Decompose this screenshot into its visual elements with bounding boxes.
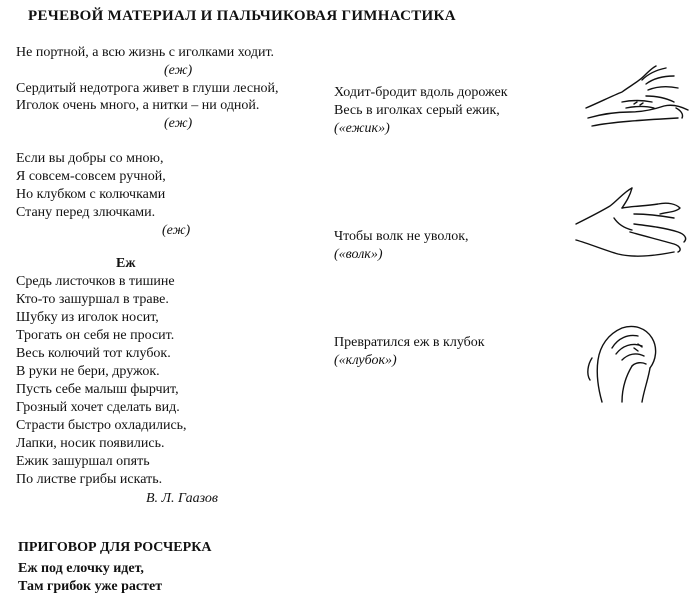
riddle-2-line-2: Иголок очень много, а нитки – ни одной. [16, 98, 260, 113]
poem-line: Кто-то зашуршал в траве. [16, 292, 169, 307]
exercise-1-line-1: Ходит-бродит вдоль дорожек [334, 85, 508, 100]
riddle-3-line-4: Стану перед злючками. [16, 205, 156, 220]
riddle-1-line: Не портной, а всю жизнь с иголками ходит. [16, 45, 275, 60]
poem-line: Трогать он себя не просит. [16, 328, 175, 343]
riddle-3-answer: (еж) [162, 223, 191, 238]
poem-line: Весь колючий тот клубок. [16, 346, 171, 361]
poem-line: Лапки, носик появились. [16, 436, 165, 451]
footer-line-2: Там грибок уже растет [18, 579, 163, 594]
riddle-3-line-2: Я совсем-совсем ручной, [16, 169, 166, 184]
poem-line: Средь листочков в тишине [16, 274, 175, 289]
poem-line: В руки не бери, дружок. [16, 364, 160, 379]
hedgehog-hand-icon [582, 56, 694, 130]
footer-line-1: Еж под елочку идет, [18, 561, 144, 576]
riddle-2-answer: (еж) [164, 116, 193, 131]
wolf-hand-icon [574, 184, 694, 264]
exercise-3-label: («клубок») [334, 353, 397, 368]
exercise-2-label: («волк») [334, 247, 383, 262]
exercise-1-label: («ежик») [334, 121, 390, 136]
poem-line: Пусть себе малыш фырчит, [16, 382, 179, 397]
poem-author: В. Л. Гаазов [146, 491, 219, 506]
footer-title: ПРИГОВОР ДЛЯ РОСЧЕРКА [18, 540, 212, 555]
ball-hand-icon [572, 318, 672, 404]
riddle-2-line-1: Сердитый недотрога живет в глуши лесной, [16, 81, 279, 96]
poem-title: Еж [116, 256, 136, 271]
page-title: РЕЧЕВОЙ МАТЕРИАЛ И ПАЛЬЧИКОВАЯ ГИМНАСТИКА [28, 8, 456, 24]
riddle-1-answer: (еж) [164, 63, 193, 78]
poem-line: Страсти быстро охладились, [16, 418, 187, 433]
poem-line: Ежик зашуршал опять [16, 454, 150, 469]
poem-line: Грозный хочет сделать вид. [16, 400, 180, 415]
poem-line: По листве грибы искать. [16, 472, 163, 487]
exercise-1-line-2: Весь в иголках серый ежик, [334, 103, 500, 118]
riddle-3-line-1: Если вы добры со мною, [16, 151, 164, 166]
riddle-3-line-3: Но клубком с колючками [16, 187, 166, 202]
poem-line: Шубку из иголок носит, [16, 310, 159, 325]
exercise-3-line-1: Превратился еж в клубок [334, 335, 485, 350]
exercise-2-line-1: Чтобы волк не уволок, [334, 229, 469, 244]
